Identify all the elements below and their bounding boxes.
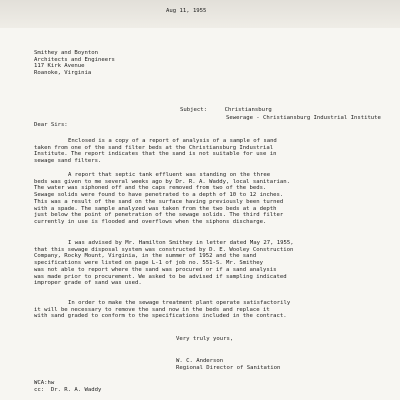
paragraph-line: taken from one of the sand filter beds at the Christiansburg Industrial <box>34 144 274 151</box>
recipient-line: Roanoke, Virginia <box>34 69 92 76</box>
carbon-copy: cc: Dr. R. A. Waddy <box>34 386 102 393</box>
signature-block <box>176 358 280 371</box>
recipient-line: 117 Kirk Avenue <box>34 63 85 70</box>
subject-line-2: Sewerage - Christiansburg Industrial Institute <box>226 115 381 121</box>
paragraph-2 <box>34 172 372 226</box>
paragraph-line: was made prior to procurement. We asked to be advised if sampling indicated <box>34 273 287 280</box>
paragraph-line: The water was siphoned off and the caps removed from two of the beds. <box>34 185 267 192</box>
signer-title: Regional Director of Sanitation <box>176 364 281 371</box>
paragraph-line: Company, Rocky Mount, Virginia, in the summer of 1952 and the sand <box>34 253 257 260</box>
paragraph-line: beds was given to me several weeks ago by Dr. R. A. Waddy, local sanitarian. <box>34 178 290 185</box>
paragraph-line: just below the point of penetration of the sewage solids. The third filter <box>34 212 284 219</box>
paragraph-line: sewage sand filters. <box>34 158 102 165</box>
paragraph-line: This was a result of the sand on the surface having previously been turned <box>34 198 284 205</box>
subject-label: Subject: <box>180 107 207 113</box>
paragraph-line: specifications were listed on page L-1 of job no. 551-S. Mr. Smithey <box>34 260 264 267</box>
signer-name: W. C. Anderson <box>176 358 224 364</box>
paragraph-line: currently in use is flooded and overflows when the siphons discharge. <box>34 218 267 225</box>
subject-block <box>180 96 381 122</box>
closing: Very truly yours, <box>176 336 234 342</box>
paragraph-line: A report that septic tank effluent was standing on the three <box>68 172 271 178</box>
paragraph-3 <box>34 240 372 287</box>
paragraph-line: it will be necessary to remove the sand now in the beds and replace it <box>34 306 270 313</box>
subject-line-1: Christiansburg <box>224 107 272 113</box>
footer-notation <box>34 380 101 393</box>
salutation: Dear Sirs: <box>34 122 68 128</box>
paragraph-line: improper grade of sand was used. <box>34 280 142 287</box>
recipient-line: Smithey and Boynton <box>34 50 98 56</box>
recipient-address <box>34 50 115 76</box>
paragraph-line: Sewage solids were found to have penetrated to a depth of 10 to 12 inches. <box>34 192 284 199</box>
paragraph-line: was not able to report where the sand was procured or if a sand analysis <box>34 266 277 273</box>
paragraph-line: I was advised by Mr. Hamilton Smithey in letter dated May 27, 1955, <box>68 240 294 246</box>
recipient-line: Architects and Engineers <box>34 56 115 63</box>
paragraph-line: that this sewage disposal system was constructed by D. E. Wooley Construction <box>34 246 294 253</box>
paragraph-line: with sand graded to conform to the specifications included in the contract. <box>34 313 287 320</box>
paragraph-line: Enclosed is a copy of a report of analysis of a sample of sand <box>68 138 277 144</box>
paragraph-4 <box>34 300 372 320</box>
letter-date: Aug 11, 1955 <box>166 8 207 14</box>
paragraph-1 <box>34 138 372 165</box>
paragraph-line: with a spade. The sample analyzed was taken from the two beds at a depth <box>34 205 277 212</box>
paragraph-line: In order to make the sewage treatment plant operate satisfactorily <box>68 300 291 306</box>
paragraph-line: Institute. The report indicates that the sand is not suitable for use in <box>34 151 277 158</box>
typist-initials: WCA:hw <box>34 380 55 386</box>
